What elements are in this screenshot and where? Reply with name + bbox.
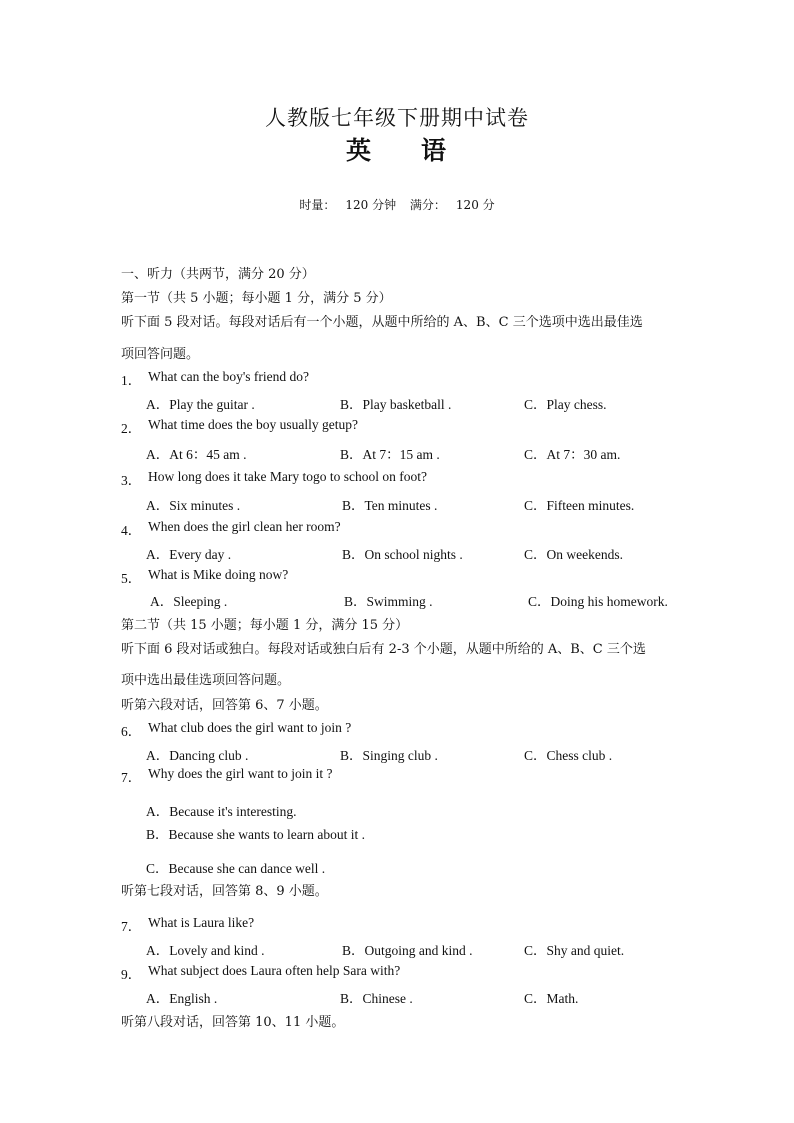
- question-text: What subject does Laura often help Sara with?: [148, 963, 401, 978]
- option-a: A．Dancing club .: [146, 748, 249, 763]
- question-number: 3．: [121, 473, 142, 488]
- option-b: B．Singing club .: [340, 748, 438, 763]
- option-b: B．Swimming .: [344, 594, 433, 609]
- part1-heading: 第一节（共 5 小题；每小题 1 分，满分 5 分）: [121, 291, 392, 306]
- time-value: 120 分钟: [345, 198, 397, 212]
- option-c: C．Doing his homework.: [528, 594, 668, 609]
- part2-instruction-line2: 项中选出最佳选项回答问题。: [121, 673, 291, 688]
- option-c: C．Chess club .: [524, 748, 613, 763]
- question-text: How long does it take Mary togo to school on foot?: [148, 469, 427, 484]
- option-b: B．Chinese .: [340, 991, 413, 1006]
- option-c: C．Fifteen minutes.: [524, 498, 635, 513]
- part1-instruction-line1: 听下面 5 段对话。每段对话后有一个小题，从题中所给的 A、B、C 三个选项中选出最佳选: [121, 315, 643, 330]
- option-a: A．Every day .: [146, 547, 232, 562]
- option-a: A．Because it's interesting.: [146, 804, 297, 819]
- score-label: 满分：: [409, 198, 446, 212]
- option-b: B．On school nights .: [342, 547, 463, 562]
- option-b: B．Because she wants to learn about it .: [146, 827, 365, 842]
- part1-instruction-line2: 项回答问题。: [121, 347, 200, 362]
- option-a: A．At 6：45 am .: [146, 447, 247, 462]
- section-heading: 一、听力（共两节，满分 20 分）: [121, 267, 315, 282]
- question-text: Why does the girl want to join it ?: [148, 766, 333, 781]
- option-a: A．Play the guitar .: [146, 397, 255, 412]
- question-text: What club does the girl want to join ?: [148, 720, 352, 735]
- subject-char-1: 英: [345, 136, 373, 165]
- question-number: 2．: [121, 421, 142, 436]
- option-b: B．At 7：15 am .: [340, 447, 440, 462]
- option-b: B．Outgoing and kind .: [342, 943, 473, 958]
- question-text: What is Mike doing now?: [148, 567, 289, 582]
- exam-title: 人教版七年级下册期中试卷: [265, 106, 529, 130]
- question-number: 1．: [121, 373, 142, 388]
- time-label: 时量：: [299, 198, 336, 212]
- option-c: C．Because she can dance well .: [146, 861, 326, 876]
- part2-heading: 第二节（共 15 小题；每小题 1 分，满分 15 分）: [121, 618, 409, 633]
- option-a: A．Sleeping .: [150, 594, 228, 609]
- question-text: What is Laura like?: [148, 915, 255, 930]
- question-text: What time does the boy usually getup?: [148, 417, 358, 432]
- question-number: 7．: [121, 919, 142, 934]
- option-c: C．Play chess.: [524, 397, 607, 412]
- option-b: B．Ten minutes .: [342, 498, 438, 513]
- option-a: A．Six minutes .: [146, 498, 241, 513]
- subject-title: [0, 131, 794, 167]
- option-c: C．At 7：30 am.: [524, 447, 621, 462]
- option-c: C．Shy and quiet.: [524, 943, 625, 958]
- option-c: C．Math.: [524, 991, 579, 1006]
- option-a: A．English .: [146, 991, 218, 1006]
- exam-meta: [0, 196, 794, 213]
- subject-char-2: 语: [421, 136, 449, 165]
- question-number: 7．: [121, 770, 142, 785]
- dialog-8-instruction: 听第八段对话，回答第 10、11 小题。: [121, 1015, 345, 1030]
- option-a: A．Lovely and kind .: [146, 943, 265, 958]
- question-number: 6．: [121, 724, 142, 739]
- dialog-7-instruction: 听第七段对话，回答第 8、9 小题。: [121, 884, 328, 899]
- score-value: 120 分: [455, 198, 495, 212]
- option-b: B．Play basketball .: [340, 397, 452, 412]
- dialog-6-instruction: 听第六段对话，回答第 6、7 小题。: [121, 698, 328, 713]
- question-text: What can the boy's friend do?: [148, 369, 309, 384]
- question-number: 9．: [121, 967, 142, 982]
- question-text: When does the girl clean her room?: [148, 519, 341, 534]
- part2-instruction-line1: 听下面 6 段对话或独白。每段对话或独白后有 2-3 个小题，从题中所给的 A、B、C 三个选: [121, 642, 646, 657]
- question-number: 4．: [121, 523, 142, 538]
- question-number: 5．: [121, 571, 142, 586]
- option-c: C．On weekends.: [524, 547, 623, 562]
